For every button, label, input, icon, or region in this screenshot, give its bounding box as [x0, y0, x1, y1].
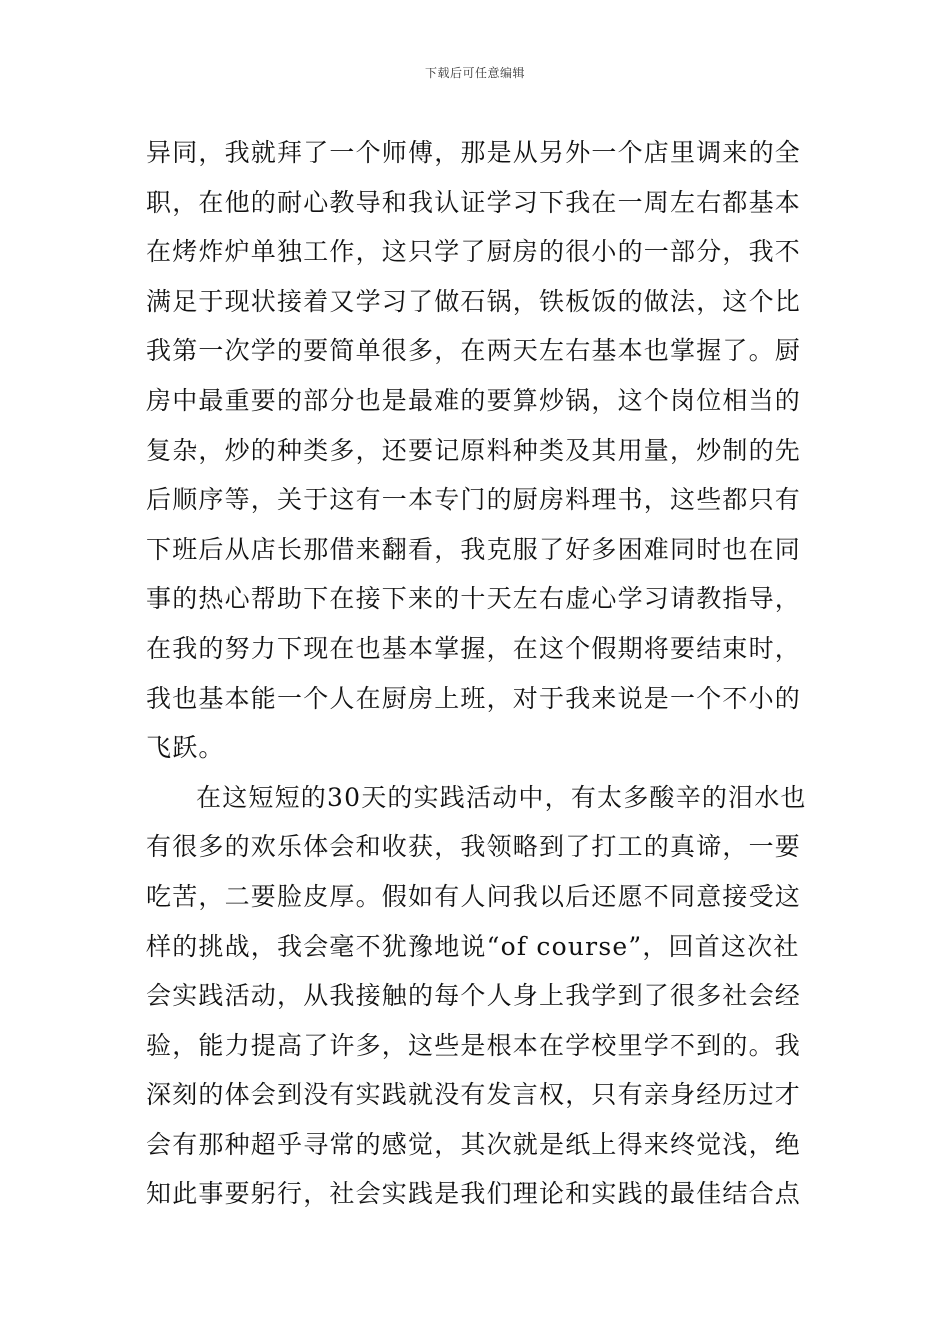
- text-line: 知此事要躬行，社会实践是我们理论和实践的最佳结合点: [146, 1179, 802, 1209]
- text-line: 异同，我就拜了一个师傅，那是从另外一个店里调来的全: [146, 138, 802, 167]
- text-line: 满足于现状接着又学习了做石锅，铁板饭的做法，这个比: [146, 286, 802, 316]
- paragraph-2: [146, 773, 810, 1219]
- text-line: 职，在他的耐心教导和我认证学习下我在一周左右都基本: [146, 187, 802, 217]
- text-line: 在烤炸炉单独工作，这只学了厨房的很小的一部分，我不: [146, 237, 802, 267]
- text-line: 下班后从店长那借来翻看，我克服了好多困难同时也在同: [146, 534, 802, 564]
- text-line: 吃苦，二要脸皮厚。假如有人问我以后还愿不同意接受这: [146, 881, 802, 911]
- text-line: 在我的努力下现在也基本掌握，在这个假期将要结束时，: [146, 633, 802, 663]
- text-line: 后顺序等，关于这有一本专门的厨房料理书，这些都只有: [146, 485, 802, 515]
- text-line: 飞跃。: [146, 733, 225, 763]
- text-line: 验，能力提高了许多，这些是根本在学校里学不到的。我: [146, 1030, 802, 1060]
- page-header: 下载后可任意编辑: [424, 66, 525, 80]
- text-line: 事的热心帮助下在接下来的十天左右虚心学习请教指导，: [146, 584, 802, 614]
- text-line: 有很多的欢乐体会和收获，我领略到了打工的真谛，一要: [146, 832, 802, 862]
- paragraph-1: [146, 128, 810, 773]
- text-line: 会实践活动，从我接触的每个人身上我学到了很多社会经: [146, 981, 802, 1011]
- text-line: 房中最重要的部分也是最难的要算炒锅，这个岗位相当的: [146, 385, 802, 415]
- document-body: [146, 128, 810, 1219]
- text-line: 我也基本能一个人在厨房上班，对于我来说是一个不小的: [146, 683, 802, 713]
- text-line: 会有那种超乎寻常的感觉，其次就是纸上得来终觉浅，绝: [146, 1129, 802, 1159]
- text-line: 深刻的体会到没有实践就没有发言权，只有亲身经历过才: [146, 1080, 802, 1110]
- text-line: 样的挑战，我会毫不犹豫地说“of course”，回首这次社: [146, 931, 800, 961]
- text-line: 我第一次学的要简单很多，在两天左右基本也掌握了。厨: [146, 336, 802, 366]
- text-line: 在这短短的30天的实践活动中，有太多酸辛的泪水也: [196, 782, 807, 812]
- text-line: 复杂，炒的种类多，还要记原料种类及其用量，炒制的先: [146, 435, 802, 465]
